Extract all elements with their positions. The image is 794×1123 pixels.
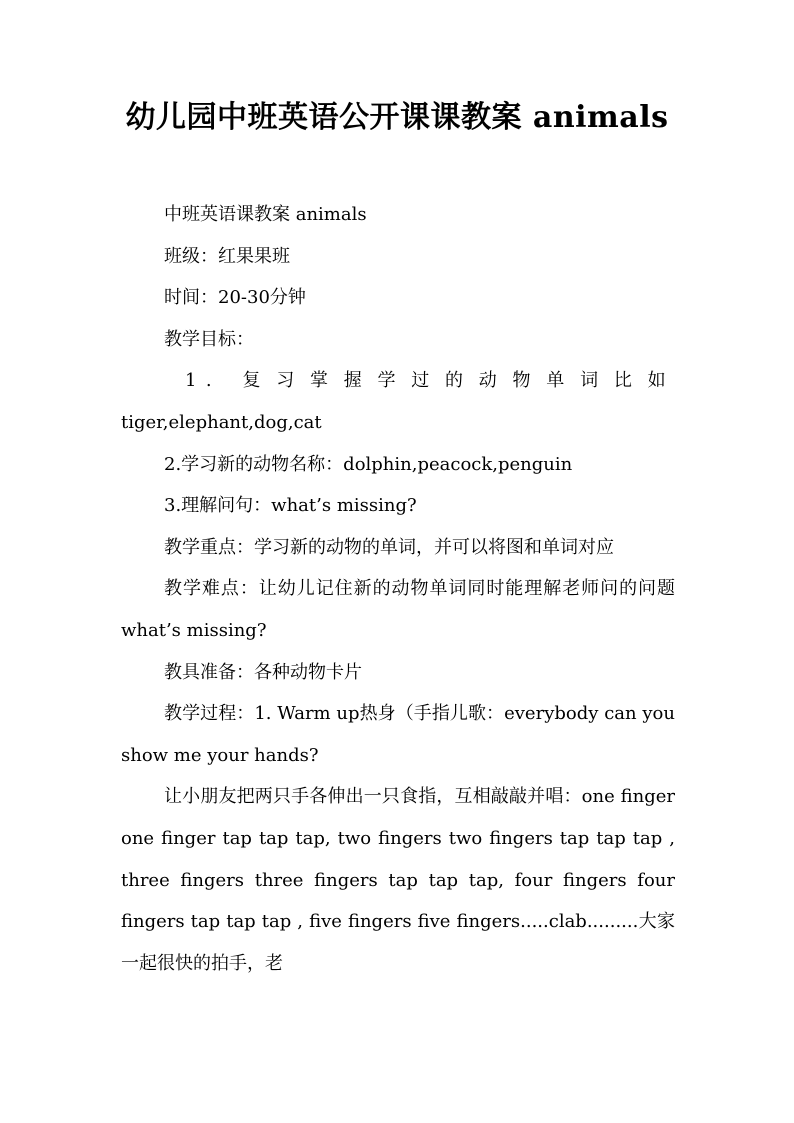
time-paragraph: 时间：20-30分钟: [164, 287, 306, 309]
objective-1-paragraph: 1. 复习掌握学过的动物单词比如: [185, 370, 675, 392]
objective-2-paragraph: 2.学习新的动物名称：dolphin,peacock,penguin: [164, 453, 573, 475]
materials-paragraph: 教具准备：各种动物卡片: [164, 661, 362, 683]
document-title: 幼儿园中班英语公开课课教案 animals: [125, 100, 669, 135]
process-paragraph: 教学过程：1. Warm up热身（手指儿歌：everybody can you show me your hands?: [121, 703, 675, 766]
document-body: [121, 194, 675, 984]
class-paragraph: 班级：红果果班: [164, 245, 290, 267]
key-points-paragraph: 教学重点：学习新的动物的单词，并可以将图和单词对应: [164, 536, 614, 558]
objective-3-paragraph: 3.理解问句：what’s missing?: [164, 495, 417, 517]
objective-1-words-paragraph: tiger,elephant,dog,cat: [121, 411, 322, 433]
difficulties-paragraph: 教学难点：让幼儿记住新的动物单词同时能理解老师问的问题what’s missing?: [121, 578, 675, 641]
finger-song-paragraph: 让小朋友把两只手各伸出一只食指，互相敲敲并唱：one finger one finger tap tap tap, two fingers two fingers tap tap tap , three fingers three fingers tap tap tap, four fingers four fingers tap tap tap , five fingers five fingers.....clab.........大家一起很快的拍手，老: [121, 786, 675, 974]
objectives-heading: 教学目标：: [164, 328, 254, 350]
lesson-name-paragraph: 中班英语课教案 animals: [164, 204, 367, 225]
